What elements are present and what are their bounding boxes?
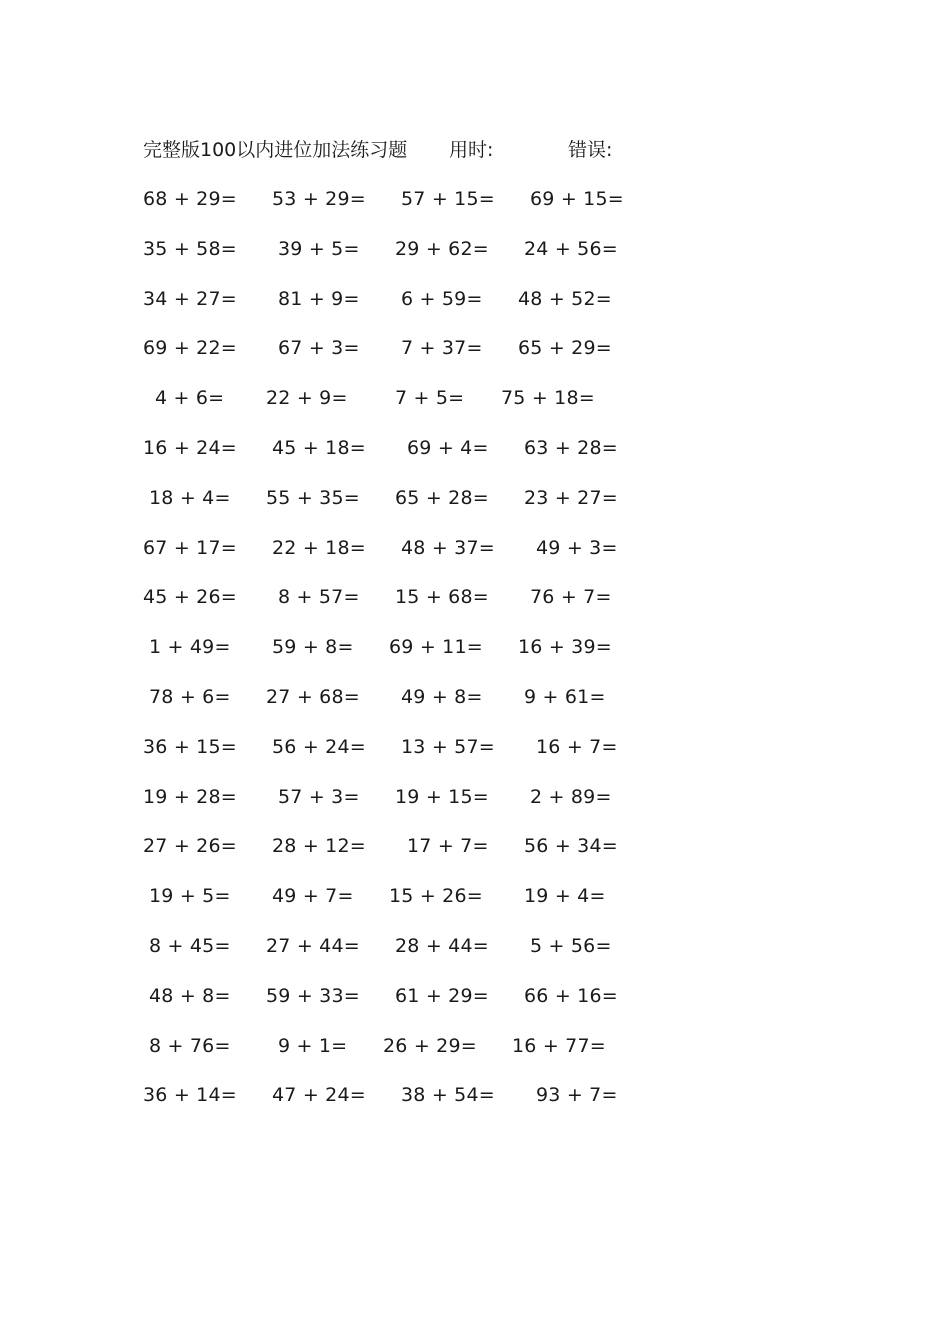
- problem-r5-c3: 7 + 5=: [395, 387, 465, 410]
- problem-r19-c1: 36 + 14=: [143, 1084, 237, 1107]
- problem-r17-c4: 66 + 16=: [524, 984, 618, 1007]
- problem-r2-c2: 39 + 5=: [278, 237, 360, 260]
- problem-r19-c2: 47 + 24=: [272, 1084, 366, 1107]
- problem-r4-c3: 7 + 37=: [401, 337, 483, 360]
- problem-r14-c2: 28 + 12=: [272, 835, 366, 858]
- problem-r4-c4: 65 + 29=: [518, 337, 612, 360]
- problem-r12-c1: 36 + 15=: [143, 735, 237, 758]
- problem-r19-c4: 93 + 7=: [536, 1084, 618, 1107]
- problem-r17-c3: 61 + 29=: [395, 984, 489, 1007]
- problem-r12-c2: 56 + 24=: [272, 735, 366, 758]
- problem-r18-c2: 9 + 1=: [278, 1034, 348, 1057]
- problem-r17-c1: 48 + 8=: [149, 984, 231, 1007]
- problem-r11-c3: 49 + 8=: [401, 686, 483, 708]
- problem-r5-c1: 4 + 6=: [155, 387, 225, 410]
- problem-r7-c4: 23 + 27=: [524, 486, 618, 509]
- time-used-label: 用时:: [449, 139, 494, 161]
- problem-r3-c4: 48 + 52=: [518, 287, 612, 310]
- problem-r8-c3: 48 + 37=: [401, 536, 495, 559]
- problem-r4-c2: 67 + 3=: [278, 337, 360, 360]
- problem-r11-c2: 27 + 68=: [266, 686, 360, 708]
- problem-r14-c4: 56 + 34=: [524, 835, 618, 858]
- problem-r6-c4: 63 + 28=: [524, 437, 618, 459]
- problem-r11-c4: 9 + 61=: [524, 686, 606, 708]
- problem-r10-c2: 59 + 8=: [272, 636, 354, 659]
- problem-r16-c3: 28 + 44=: [395, 935, 489, 957]
- problem-r7-c3: 65 + 28=: [395, 486, 489, 509]
- problem-r12-c4: 16 + 7=: [536, 735, 618, 758]
- problem-r9-c4: 76 + 7=: [530, 586, 612, 609]
- problem-r16-c2: 27 + 44=: [266, 935, 360, 957]
- problem-r3-c1: 34 + 27=: [143, 287, 237, 310]
- problem-r14-c1: 27 + 26=: [143, 835, 237, 858]
- problem-r6-c1: 16 + 24=: [143, 437, 237, 459]
- problem-r7-c1: 18 + 4=: [149, 486, 231, 509]
- problem-r9-c2: 8 + 57=: [278, 586, 360, 609]
- problem-r1-c3: 57 + 15=: [401, 188, 495, 210]
- problem-r13-c3: 19 + 15=: [395, 785, 489, 808]
- problem-r10-c4: 16 + 39=: [518, 636, 612, 659]
- problem-r13-c4: 2 + 89=: [530, 785, 612, 808]
- problem-r10-c3: 69 + 11=: [389, 636, 483, 659]
- problem-r15-c4: 19 + 4=: [524, 885, 606, 908]
- error-count-label: 错误:: [568, 139, 613, 161]
- problem-r15-c1: 19 + 5=: [149, 885, 231, 908]
- problem-r18-c4: 16 + 77=: [512, 1034, 606, 1057]
- problem-r8-c1: 67 + 17=: [143, 536, 237, 559]
- problem-r16-c1: 8 + 45=: [149, 935, 231, 957]
- problem-r15-c2: 49 + 7=: [272, 885, 354, 908]
- problem-r16-c4: 5 + 56=: [530, 935, 612, 957]
- problem-r18-c3: 26 + 29=: [383, 1034, 477, 1057]
- problem-r8-c4: 49 + 3=: [536, 536, 618, 559]
- problem-r9-c3: 15 + 68=: [395, 586, 489, 609]
- problem-r15-c3: 15 + 26=: [389, 885, 483, 908]
- problem-r12-c3: 13 + 57=: [401, 735, 495, 758]
- problem-r18-c1: 8 + 76=: [149, 1034, 231, 1057]
- problem-r6-c2: 45 + 18=: [272, 437, 366, 459]
- problem-r4-c1: 69 + 22=: [143, 337, 237, 360]
- worksheet-title: 完整版100以内进位加法练习题: [143, 139, 408, 161]
- problem-r5-c4: 75 + 18=: [501, 387, 595, 410]
- problem-r17-c2: 59 + 33=: [266, 984, 360, 1007]
- problem-r2-c1: 35 + 58=: [143, 237, 237, 260]
- problem-r14-c3: 17 + 7=: [407, 835, 489, 858]
- problem-r11-c1: 78 + 6=: [149, 686, 231, 708]
- problem-r3-c3: 6 + 59=: [401, 287, 483, 310]
- problem-r8-c2: 22 + 18=: [272, 536, 366, 559]
- problem-r1-c4: 69 + 15=: [530, 188, 624, 210]
- problem-r10-c1: 1 + 49=: [149, 636, 231, 659]
- problem-r19-c3: 38 + 54=: [401, 1084, 495, 1107]
- problem-r2-c4: 24 + 56=: [524, 237, 618, 260]
- problem-r1-c2: 53 + 29=: [272, 188, 366, 210]
- problem-r7-c2: 55 + 35=: [266, 486, 360, 509]
- problem-r9-c1: 45 + 26=: [143, 586, 237, 609]
- problem-r2-c3: 29 + 62=: [395, 237, 489, 260]
- problem-r6-c3: 69 + 4=: [407, 437, 489, 459]
- problem-r5-c2: 22 + 9=: [266, 387, 348, 410]
- problem-r1-c1: 68 + 29=: [143, 188, 237, 210]
- problem-r3-c2: 81 + 9=: [278, 287, 360, 310]
- problem-r13-c1: 19 + 28=: [143, 785, 237, 808]
- problem-r13-c2: 57 + 3=: [278, 785, 360, 808]
